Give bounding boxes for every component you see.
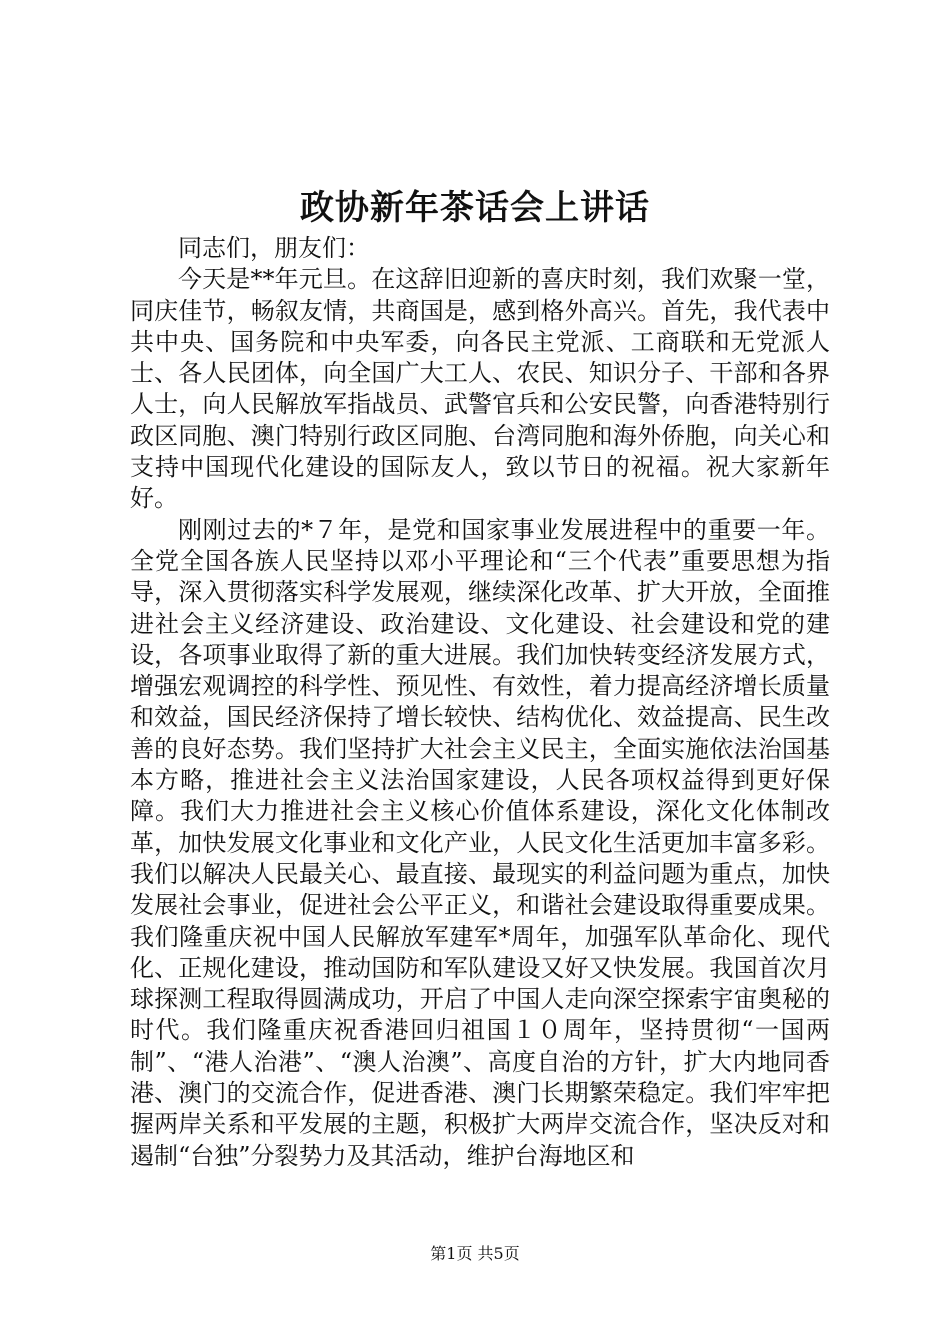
document-title: 政协新年茶话会上讲话 xyxy=(300,188,650,228)
paragraph-2: 刚刚过去的*７年，是党和国家事业发展进程中的重要一年。全党全国各族人民坚持以邓小平理论和“三个代表”重要思想为指导，深入贯彻落实科学发展观，继续深化改革、扩大开放，全面推进社会主义经济建设、政治建设、文化建设、社会建设和党的建设，各项事业取得了新的重大进展。我们加快转变经济发展方式，增强宏观调控的科学性、预见性、有效性，着力提高经济增长质量和效益，国民经济保持了增长较快、结构优化、效益提高、民生改善的良好态势。我们坚持扩大社会主义民主，全面实施依法治国基本方略，推进社会主义法治国家建设，人民各项权益得到更好保障。我们大力推进社会主义核心价值体系建设，深化文化体制改革，加快发展文化事业和文化产业，人民文化生活更加丰富多彩。我们以解决人民最关心、最直接、最现实的利益问题为重点，加快发展社会事业，促进社会公平正义，和谐社会建设取得重要成果。我们隆重庆祝中国人民解放军建军*周年，加强军队革命化、现代化、正规化建设，推动国防和军队建设又好又快发展。我国首次月球探测工程取得圆满成功，开启了中国人走向深空探索宇宙奥秘的时代。我们隆重庆祝香港回归祖国１０周年，坚持贯彻“一国两制”、“港人治港”、“澳人治澳”、高度自治的方针，扩大内地同香港、澳门的交流合作，促进香港、澳门长期繁荣稳定。我们牢牢把握两岸关系和平发展的主题，积极扩大两岸交流合作，坚决反对和遏制“台独”分裂势力及其活动，维护台海地区和 xyxy=(130,515,830,1170)
paragraph-1: 今天是**年元旦。在这辞旧迎新的喜庆时刻，我们欢聚一堂，同庆佳节，畅叙友情，共商国是，感到格外高兴。首先，我代表中共中央、国务院和中央军委，向各民主党派、工商联和无党派人士、各人民团体，向全国广大工人、农民、知识分子、干部和各界人士，向人民解放军指战员、武警官兵和公安民警，向香港特别行政区同胞、澳门特别行政区同胞、台湾同胞和海外侨胞，向关心和支持中国现代化建设的国际友人，致以节日的祝福。祝大家新年好。 xyxy=(130,265,830,513)
page-number-footer: 第1页 共5页 xyxy=(430,1244,520,1263)
greeting-line: 同志们，朋友们： xyxy=(178,234,370,262)
document-body xyxy=(130,233,830,1172)
